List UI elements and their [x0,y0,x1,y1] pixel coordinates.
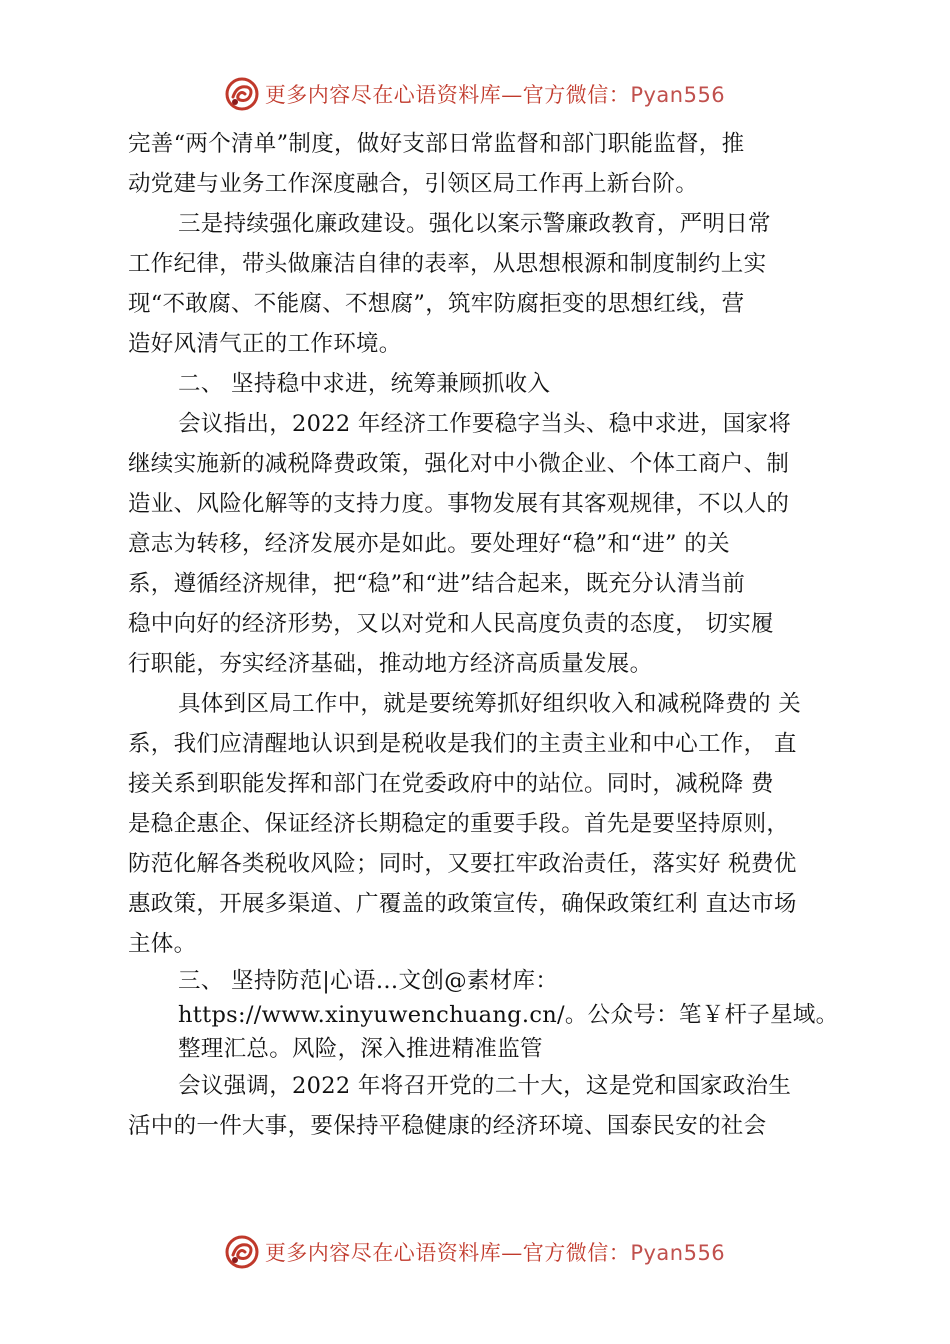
paragraph-line: 惠政策，开展多渠道、广覆盖的政策宣传，确保政策红利 直达市场 [128,891,797,917]
paragraph-line: 系，我们应清醒地认识到是税收是我们的主责主业和中心工作， 直 [128,731,797,757]
footer-banner-text: 更多内容尽在心语资料库—官方微信：Pyan556 [264,1241,726,1265]
paragraph-line: 会议指出，2022 年经济工作要稳字当头、稳中求进，国家将 [178,411,792,437]
wechat-id: Pyan556 [630,83,726,107]
paragraph-line: 意志为转移，经济发展亦是如此。要处理好“稳”和“进” 的关 [128,531,730,557]
paragraph-line: 系，遵循经济规律，把“稳”和“进”结合起来，既充分认清当前 [128,571,746,597]
paragraph-line: 主体。 [128,931,197,957]
wechat-id: Pyan556 [630,1241,726,1265]
header-banner-text: 更多内容尽在心语资料库—官方微信：Pyan556 [264,83,726,107]
paragraph-line: 会议强调，2022 年将召开党的二十大，这是党和国家政治生 [178,1073,792,1099]
paragraph-line: 具体到区局工作中，就是要统筹抓好组织收入和减税降费的 关 [178,691,802,717]
paragraph-line: 接关系到职能发挥和部门在党委政府中的站位。同时，减税降 费 [128,771,774,797]
red-swirl-logo-icon [225,77,259,111]
section-heading: 三、 坚持防范|心语…文创@素材库： [178,968,559,994]
document-body [128,124,868,1146]
footer-banner [0,1232,950,1272]
paragraph-line: 造业、风险化解等的支持力度。事物发展有其客观规律，不以人的 [128,491,790,517]
paragraph-line: 稳中向好的经济形势，又以对党和人民高度负责的态度， 切实履 [128,611,774,637]
paragraph-line: 现“不敢腐、不能腐、不想腐”，筑牢防腐拒变的思想红线，营 [128,291,745,317]
section-heading: 整理汇总。风险，深入推进精准监管 [178,1036,543,1062]
paragraph-line: 造好风清气正的工作环境。 [128,331,402,357]
red-swirl-logo-icon [225,1235,259,1269]
watermark-url-line: https://www.xinyuwenchuang.cn/。公众号：笔￥杆子星域。 [178,1002,839,1028]
paragraph-line: 继续实施新的减税降费政策，强化对中小微企业、个体工商户、制 [128,451,790,477]
paragraph-line: 活中的一件大事，要保持平稳健康的经济环境、国泰民安的社会 [128,1113,767,1139]
paragraph-line: 是稳企惠企、保证经济长期稳定的重要手段。首先是要坚持原则， [128,811,790,837]
section-heading: 二、 坚持稳中求进，统筹兼顾抓收入 [178,371,551,397]
paragraph-line: 防范化解各类税收风险；同时，又要扛牢政治责任，落实好 税费优 [128,851,797,877]
paragraph-line: 动党建与业务工作深度融合，引领区局工作再上新台阶。 [128,171,699,197]
paragraph-line: 完善“两个清单”制度，做好支部日常监督和部门职能监督，推 [128,131,745,157]
header-banner [0,74,950,114]
paragraph-line: 行职能，夯实经济基础，推动地方经济高质量发展。 [128,651,653,677]
paragraph-line: 工作纪律，带头做廉洁自律的表率，从思想根源和制度制约上实 [128,251,767,277]
paragraph-line: 三是持续强化廉政建设。强化以案示警廉政教育，严明日常 [178,211,771,237]
